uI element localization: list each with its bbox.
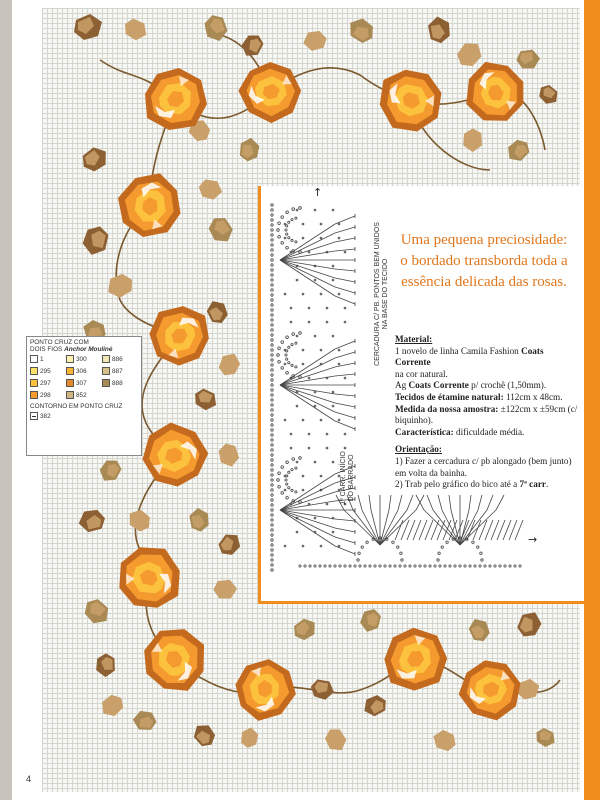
anchor-brand-logo: Anchor Mouliné <box>64 346 113 353</box>
contour-swatch-icon <box>30 412 38 420</box>
page-number: 4 <box>26 774 32 784</box>
legend-entry: 298 <box>30 391 66 399</box>
thread-swatch-icon <box>66 391 74 399</box>
thread-swatch-icon <box>30 391 38 399</box>
caracteristica-line: Característica: dificuldade média. <box>395 426 525 437</box>
legend-row <box>30 389 138 401</box>
legend-entry: 297 <box>30 379 66 387</box>
material-line: 1 novelo de linha Camila Fashion Coats Corrente <box>395 345 544 368</box>
legend-title: PONTO CRUZ COM <box>30 339 89 346</box>
orange-margin-band <box>584 0 600 800</box>
legend-row <box>30 377 138 389</box>
legend-row <box>30 365 138 377</box>
thread-swatch-icon <box>30 367 38 375</box>
legend-title-line2: DOIS FIOS Anchor Mouliné <box>30 346 113 353</box>
material-line: na cor natural. <box>395 368 448 379</box>
chart-label-inicio: 1ª CARR. INÍCIO DO BARRADO <box>340 451 355 505</box>
orientacao-heading: Orientação: <box>395 444 442 455</box>
thread-swatch-icon <box>66 379 74 387</box>
thread-swatch-icon <box>102 367 110 375</box>
legend-entry: 307 <box>66 379 102 387</box>
medida-line: Medida da nossa amostra: ±122cm x ±59cm (c/ biquinho). <box>395 403 578 426</box>
material-line: Ag Coats Corrente p/ crochê (1,50mm). <box>395 380 547 391</box>
thread-swatch-icon <box>30 355 38 363</box>
material-heading: Material: <box>395 334 433 344</box>
legend-entry: 295 <box>30 367 66 375</box>
legend-entry: 306 <box>66 367 102 375</box>
legend-entry: 852 <box>66 391 102 399</box>
legend-contour-label: CONTORNO EM PONTO CRUZ <box>30 403 123 410</box>
legend-entry: 886 <box>102 355 138 363</box>
thread-swatch-icon <box>66 367 74 375</box>
orientacao-step: 2) Trab pelo gráfico do bico até a 7ª carr. <box>395 479 549 490</box>
legend-entry: 1 <box>30 355 66 363</box>
material-section <box>395 334 581 491</box>
tecidos-line: Tecidos de étamine natural: 112cm x 48cm. <box>395 391 563 402</box>
intro-text: Uma pequena preciosidade: o bordado transborda toda a essência delicada das rosas. <box>400 232 568 290</box>
legend-entry: 888 <box>102 379 138 387</box>
legend-row <box>30 353 138 365</box>
thread-swatch-icon <box>30 379 38 387</box>
thread-swatch-icon <box>102 355 110 363</box>
chart-label-cercadura: CERCADURA C/ PB. PONTOS BEM UNIDOS NA BASE DO TECIDO <box>374 222 389 366</box>
orientacao-step: 1) Fazer a cercadura c/ pb alongado (bem junto) em volta da bainha. <box>395 455 572 478</box>
thread-swatch-icon <box>102 379 110 387</box>
legend-entry: 300 <box>66 355 102 363</box>
row-direction-right-icon: → <box>528 533 538 546</box>
legend-entry: 887 <box>102 367 138 375</box>
row-direction-up-icon: ↑ <box>313 186 323 199</box>
thread-swatch-icon <box>66 355 74 363</box>
legend-contour-row: 382 <box>30 410 138 422</box>
thread-color-legend <box>26 336 142 456</box>
